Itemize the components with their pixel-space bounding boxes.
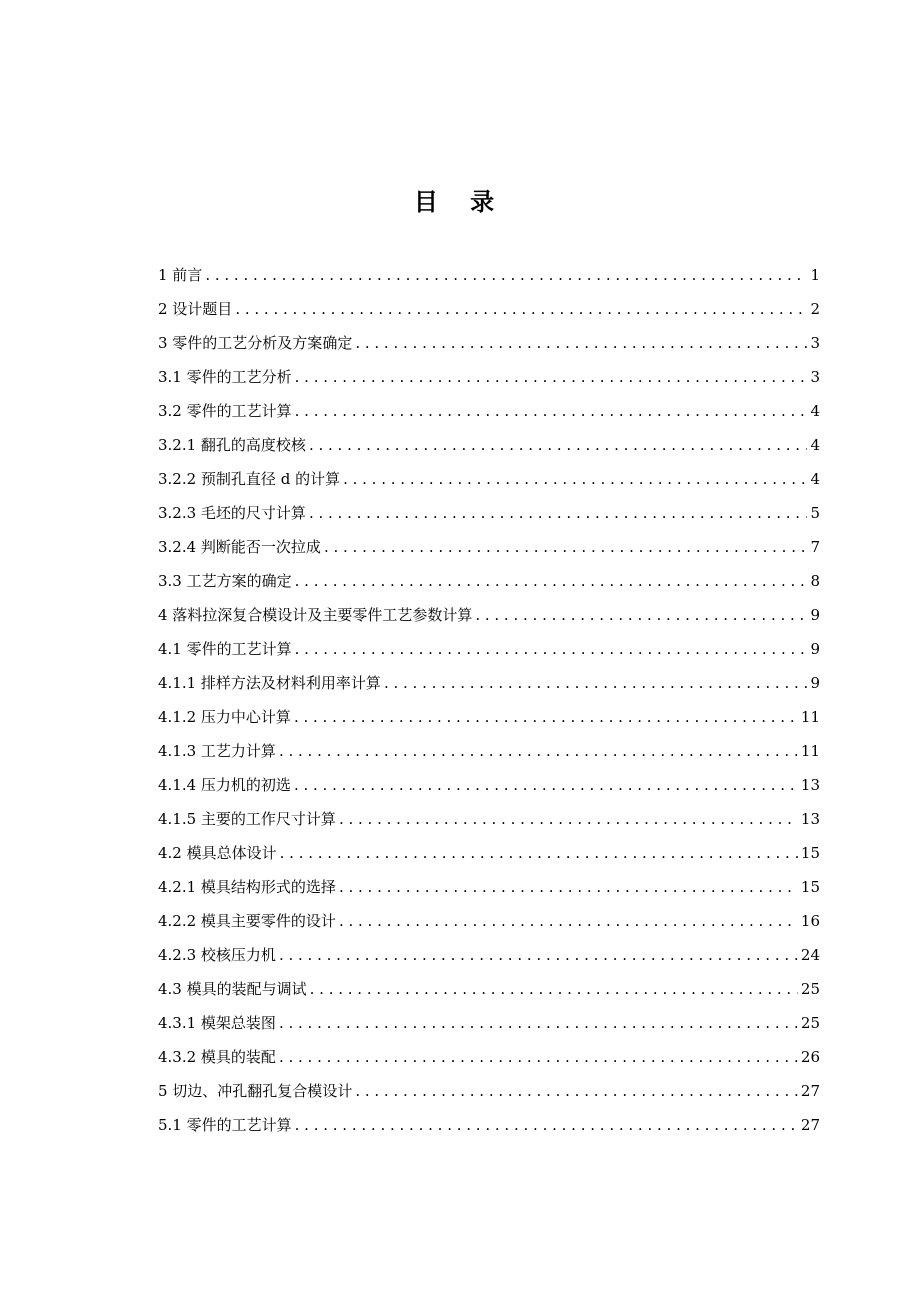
toc-entry-page-number: 27 [800, 1082, 820, 1100]
toc-entry[interactable] [158, 530, 820, 564]
toc-entry[interactable] [158, 938, 820, 972]
toc-dot-leader [279, 1040, 798, 1074]
toc-entry-label: 1 前言 [158, 266, 203, 284]
toc-entry-label: 3.2.3 毛坯的尺寸计算 [158, 504, 306, 522]
toc-entry[interactable] [158, 972, 820, 1006]
toc-entry[interactable] [158, 394, 820, 428]
toc-entry-label: 4.1.4 压力机的初选 [158, 776, 291, 794]
toc-entry-page-number: 11 [800, 742, 820, 760]
toc-entry-label: 4.2.3 校核压力机 [158, 946, 276, 964]
toc-entry-page-number: 1 [810, 266, 820, 284]
toc-entry[interactable] [158, 1040, 820, 1074]
toc-dot-leader [355, 326, 807, 360]
toc-entry[interactable] [158, 598, 820, 632]
toc-entry-label: 4.1.5 主要的工作尺寸计算 [158, 810, 336, 828]
toc-entry[interactable] [158, 258, 820, 292]
toc-entry-page-number: 24 [800, 946, 820, 964]
toc-entry-label: 2 设计题目 [158, 300, 233, 318]
toc-entry[interactable] [158, 836, 820, 870]
toc-entry-page-number: 25 [800, 1014, 820, 1032]
toc-dot-leader [279, 734, 798, 768]
toc-entry-label: 3.3 工艺方案的确定 [158, 572, 292, 590]
toc-entry[interactable] [158, 292, 820, 326]
toc-entry-page-number: 4 [810, 470, 820, 488]
toc-dot-leader [295, 360, 808, 394]
toc-dot-leader [355, 1074, 798, 1108]
toc-entry[interactable] [158, 904, 820, 938]
toc-dot-leader [295, 564, 808, 598]
toc-entry[interactable] [158, 428, 820, 462]
toc-entry-page-number: 2 [810, 300, 820, 318]
toc-entry-label: 3.2.1 翻孔的高度校核 [158, 436, 306, 454]
toc-entry-label: 4.1.2 压力中心计算 [158, 708, 291, 726]
toc-entry-page-number: 13 [800, 810, 820, 828]
toc-entry-page-number: 26 [800, 1048, 820, 1066]
toc-entry-label: 4.3.2 模具的装配 [158, 1048, 276, 1066]
toc-entry-page-number: 9 [810, 640, 820, 658]
toc-dot-leader [294, 768, 798, 802]
toc-entry-page-number: 4 [810, 402, 820, 420]
toc-entry-page-number: 9 [810, 606, 820, 624]
toc-dot-leader [295, 632, 808, 666]
toc-entry[interactable] [158, 462, 820, 496]
toc-entry[interactable] [158, 632, 820, 666]
toc-entry-page-number: 11 [800, 708, 820, 726]
toc-entry-page-number: 7 [810, 538, 820, 556]
toc-dot-leader [324, 530, 808, 564]
toc-entry[interactable] [158, 700, 820, 734]
toc-dot-leader [309, 496, 808, 530]
toc-dot-leader [339, 904, 798, 938]
toc-entry-label: 4.1 零件的工艺计算 [158, 640, 292, 658]
toc-entry[interactable] [158, 360, 820, 394]
toc-entry[interactable] [158, 496, 820, 530]
toc-entry-label: 4.2.1 模具结构形式的选择 [158, 878, 336, 896]
toc-entry-page-number: 27 [800, 1116, 820, 1134]
toc-entry-label: 4.3.1 模架总装图 [158, 1014, 276, 1032]
toc-entry-label: 5 切边、冲孔翻孔复合模设计 [158, 1082, 353, 1100]
toc-entry[interactable] [158, 1108, 820, 1142]
toc-entry[interactable] [158, 564, 820, 598]
toc-entry-page-number: 3 [810, 334, 820, 352]
toc-entry-label: 4.1.1 排样方法及材料利用率计算 [158, 674, 381, 692]
toc-entry[interactable] [158, 802, 820, 836]
toc-entry-label: 4.3 模具的装配与调试 [158, 980, 307, 998]
toc-entry-page-number: 15 [800, 844, 820, 862]
toc-entry[interactable] [158, 666, 820, 700]
toc-dot-leader [384, 666, 808, 700]
toc-entry[interactable] [158, 1006, 820, 1040]
toc-entry-label: 3.2.2 预制孔直径 d 的计算 [158, 470, 341, 488]
toc-dot-leader [309, 428, 808, 462]
toc-entry[interactable] [158, 326, 820, 360]
toc-dot-leader [279, 938, 798, 972]
toc-entry-page-number: 8 [810, 572, 820, 590]
toc-entry-label: 5.1 零件的工艺计算 [158, 1116, 292, 1134]
toc-dot-leader [343, 462, 807, 496]
toc-entry-page-number: 9 [810, 674, 820, 692]
toc-dot-leader [310, 972, 798, 1006]
toc-dot-leader [235, 292, 807, 326]
toc-entry-label: 3.2.4 判断能否一次拉成 [158, 538, 321, 556]
toc-entry-page-number: 13 [800, 776, 820, 794]
toc-dot-leader [294, 700, 798, 734]
toc-entry-page-number: 5 [810, 504, 820, 522]
toc-dot-leader [339, 870, 798, 904]
toc-entry-page-number: 16 [800, 912, 820, 930]
toc-entry-page-number: 3 [810, 368, 820, 386]
toc-entry-label: 4.2 模具总体设计 [158, 844, 277, 862]
toc-dot-leader [295, 1108, 798, 1142]
toc-entry-label: 3.1 零件的工艺分析 [158, 368, 292, 386]
table-of-contents [158, 258, 820, 1142]
page-title: 目 录 [413, 188, 507, 216]
toc-entry-label: 3 零件的工艺分析及方案确定 [158, 334, 353, 352]
toc-entry-label: 4.1.3 工艺力计算 [158, 742, 276, 760]
toc-entry-label: 4 落料拉深复合模设计及主要零件工艺参数计算 [158, 606, 473, 624]
toc-entry-label: 4.2.2 模具主要零件的设计 [158, 912, 336, 930]
toc-entry[interactable] [158, 870, 820, 904]
toc-dot-leader [475, 598, 807, 632]
toc-dot-leader [280, 836, 798, 870]
toc-entry[interactable] [158, 768, 820, 802]
toc-dot-leader [295, 394, 808, 428]
toc-dot-leader [279, 1006, 798, 1040]
toc-entry-label: 3.2 零件的工艺计算 [158, 402, 292, 420]
toc-entry-page-number: 4 [810, 436, 820, 454]
toc-entry-page-number: 25 [800, 980, 820, 998]
toc-entry[interactable] [158, 734, 820, 768]
toc-dot-leader [205, 258, 807, 292]
toc-dot-leader [339, 802, 798, 836]
toc-entry[interactable] [158, 1074, 820, 1108]
toc-entry-page-number: 15 [800, 878, 820, 896]
